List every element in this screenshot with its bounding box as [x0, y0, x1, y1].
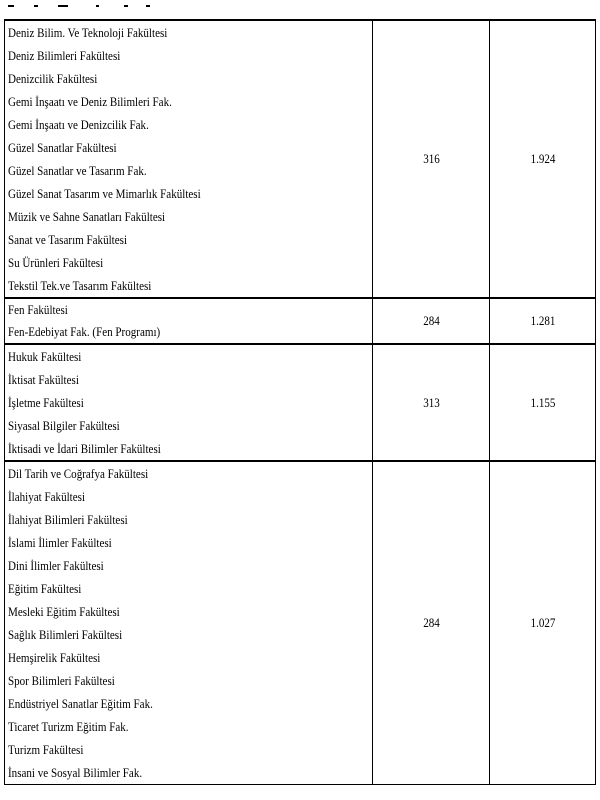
faculty-name: Müzik ve Sahne Sanatları Fakültesi — [8, 209, 166, 224]
faculty-name: İşletme Fakültesi — [8, 395, 84, 410]
faculty-name: Güzel Sanatlar Fakültesi — [8, 140, 117, 155]
faculty-name: Hemşirelik Fakültesi — [8, 650, 101, 665]
faculty-table — [4, 19, 596, 785]
faculty-name: Sanat ve Tasarım Fakültesi — [8, 232, 128, 247]
faculty-name: İktisat Fakültesi — [8, 372, 79, 387]
faculty-name: Siyasal Bilgiler Fakültesi — [8, 418, 120, 433]
table-row — [5, 461, 596, 785]
faculty-name: İlahiyat Bilimleri Fakültesi — [8, 512, 128, 527]
faculty-name: Fen Fakültesi — [8, 302, 68, 317]
faculty-list-cell — [5, 20, 373, 298]
faculty-name: Fen-Edebiyat Fak. (Fen Programı) — [8, 324, 161, 339]
value-b-cell: 1.281 — [497, 298, 587, 344]
faculty-name: Deniz Bilimleri Fakültesi — [8, 48, 121, 63]
faculty-list-cell — [5, 298, 373, 344]
faculty-name: Denizcilik Fakültesi — [8, 71, 98, 86]
faculty-name: Hukuk Fakültesi — [8, 349, 82, 364]
faculty-name: Dil Tarih ve Coğrafya Fakültesi — [8, 466, 149, 481]
faculty-name: Gemi İnşaatı ve Deniz Bilimleri Fak. — [8, 94, 172, 109]
faculty-list-cell — [5, 461, 373, 785]
faculty-name: İnsani ve Sosyal Bilimler Fak. — [8, 765, 143, 780]
faculty-name: Eğitim Fakültesi — [8, 581, 82, 596]
faculty-name: Endüstriyel Sanatlar Eğitim Fak. — [8, 696, 153, 711]
faculty-name: İlahiyat Fakültesi — [8, 489, 86, 504]
clipped-previous-row-fragment — [6, 0, 166, 8]
table-row — [5, 20, 596, 298]
faculty-name: İslami İlimler Fakültesi — [8, 535, 112, 550]
faculty-name: Dini İlimler Fakültesi — [8, 558, 104, 573]
faculty-name: Mesleki Eğitim Fakültesi — [8, 604, 120, 619]
value-b-cell: 1.924 — [497, 20, 587, 298]
faculty-name: Ticaret Turizm Eğitim Fak. — [8, 719, 129, 734]
faculty-name: Güzel Sanatlar ve Tasarım Fak. — [8, 163, 147, 178]
faculty-name: Spor Bilimleri Fakültesi — [8, 673, 115, 688]
faculty-name: Sağlık Bilimleri Fakültesi — [8, 627, 123, 642]
value-b-cell: 1.027 — [497, 461, 587, 785]
faculty-list-cell — [5, 344, 373, 461]
faculty-name: Tekstil Tek.ve Tasarım Fakültesi — [8, 278, 152, 293]
value-a-cell: 313 — [381, 344, 480, 461]
faculty-name: Su Ürünleri Fakültesi — [8, 255, 104, 270]
value-a-cell: 316 — [381, 20, 480, 298]
faculty-name: Güzel Sanat Tasarım ve Mimarlık Fakültesi — [8, 186, 201, 201]
value-b-cell: 1.155 — [497, 344, 587, 461]
table-row — [5, 344, 596, 461]
faculty-name: Turizm Fakültesi — [8, 742, 84, 757]
value-a-cell: 284 — [381, 298, 480, 344]
faculty-name: İktisadi ve İdari Bilimler Fakültesi — [8, 441, 161, 456]
faculty-name: Gemi İnşaatı ve Denizcilik Fak. — [8, 117, 149, 132]
faculty-name: Deniz Bilim. Ve Teknoloji Fakültesi — [8, 25, 168, 40]
value-a-cell: 284 — [381, 461, 480, 785]
table-row — [5, 298, 596, 344]
